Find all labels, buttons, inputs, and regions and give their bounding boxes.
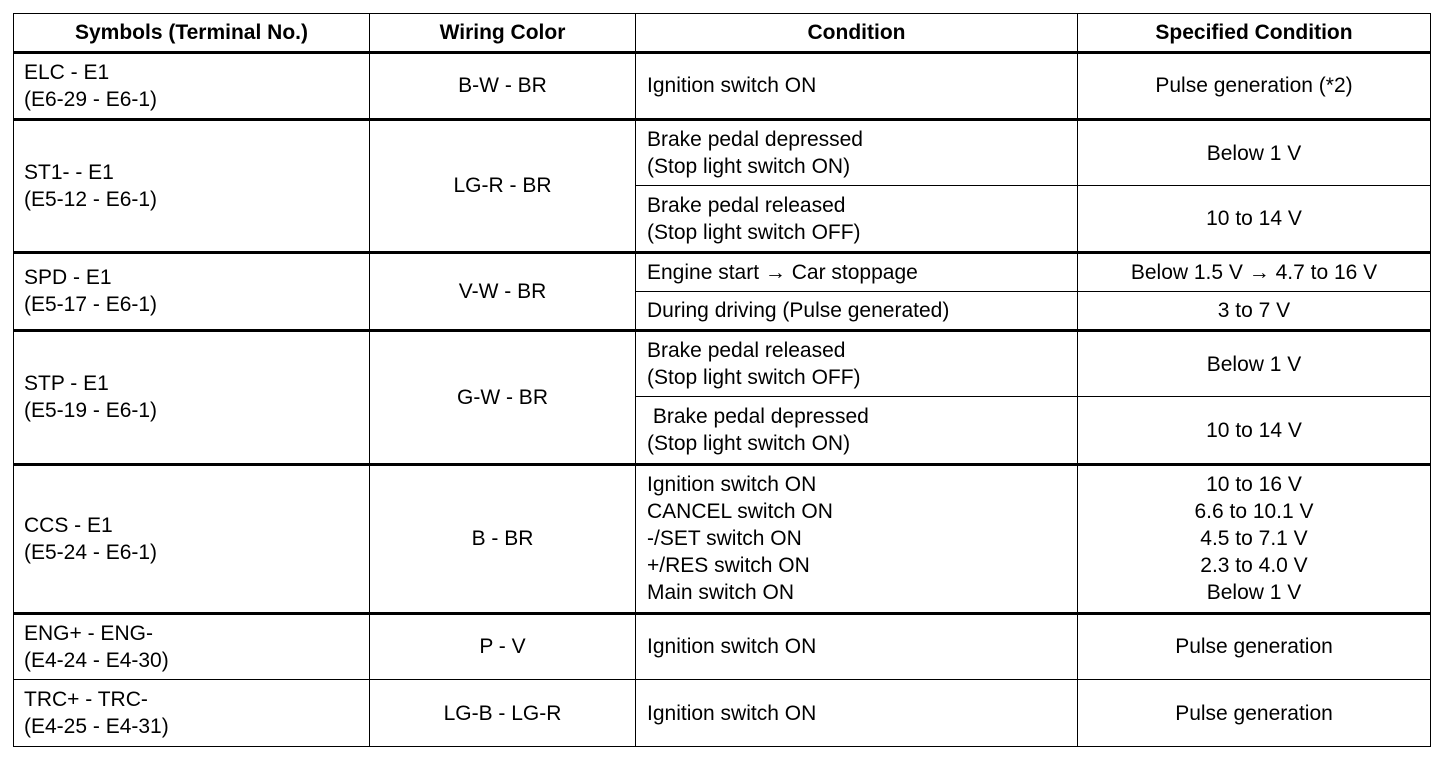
specified-condition-cell: Below 1.5 V → 4.7 to 16 V bbox=[1078, 253, 1431, 292]
symbol-cell: ST1- - E1 (E5-12 - E6-1) bbox=[14, 119, 370, 252]
condition-cell: Brake pedal depressed (Stop light switch ON) bbox=[636, 119, 1078, 186]
specified-condition-cell: 10 to 14 V bbox=[1078, 186, 1431, 253]
specified-condition-cell: Pulse generation (*2) bbox=[1078, 53, 1431, 120]
wiring-color-cell: LG-R - BR bbox=[370, 119, 636, 252]
wiring-color-cell: LG-B - LG-R bbox=[370, 680, 636, 747]
condition-cell: Ignition switch ON bbox=[636, 613, 1078, 680]
symbol-cell: CCS - E1 (E5-24 - E6-1) bbox=[14, 465, 370, 613]
table-row bbox=[14, 330, 1431, 397]
symbol-cell: TRC+ - TRC- (E4-25 - E4-31) bbox=[14, 680, 370, 747]
specified-condition-cell: Below 1 V bbox=[1078, 330, 1431, 397]
wiring-color-cell: B-W - BR bbox=[370, 53, 636, 120]
condition-cell: Brake pedal depressed (Stop light switch ON) bbox=[636, 397, 1078, 465]
symbol-cell: STP - E1 (E5-19 - E6-1) bbox=[14, 330, 370, 464]
specified-condition-cell: Pulse generation bbox=[1078, 613, 1431, 680]
specified-condition-cell: 3 to 7 V bbox=[1078, 292, 1431, 330]
header-wiring-color: Wiring Color bbox=[370, 14, 636, 53]
specified-condition-cell: 10 to 16 V 6.6 to 10.1 V 4.5 to 7.1 V 2.3 to 4.0 V Below 1 V bbox=[1078, 465, 1431, 613]
condition-cell: During driving (Pulse generated) bbox=[636, 292, 1078, 330]
table-row bbox=[14, 680, 1431, 747]
table-row bbox=[14, 253, 1431, 292]
condition-cell: Brake pedal released (Stop light switch OFF) bbox=[636, 186, 1078, 253]
header-row bbox=[14, 14, 1431, 53]
condition-cell: Ignition switch ON bbox=[636, 680, 1078, 747]
condition-cell: Ignition switch ON bbox=[636, 53, 1078, 120]
wiring-color-cell: V-W - BR bbox=[370, 253, 636, 331]
terminal-spec-table bbox=[13, 13, 1431, 747]
table-row bbox=[14, 53, 1431, 120]
header-condition: Condition bbox=[636, 14, 1078, 53]
header-symbols: Symbols (Terminal No.) bbox=[14, 14, 370, 53]
symbol-cell: ELC - E1 (E6-29 - E6-1) bbox=[14, 53, 370, 120]
table-row bbox=[14, 465, 1431, 613]
condition-cell: Ignition switch ON CANCEL switch ON -/SET switch ON +/RES switch ON Main switch ON bbox=[636, 465, 1078, 613]
condition-cell: Brake pedal released (Stop light switch OFF) bbox=[636, 330, 1078, 397]
wiring-color-cell: P - V bbox=[370, 613, 636, 680]
specified-condition-cell: Pulse generation bbox=[1078, 680, 1431, 747]
specified-condition-cell: Below 1 V bbox=[1078, 119, 1431, 186]
specified-condition-cell: 10 to 14 V bbox=[1078, 397, 1431, 465]
symbol-cell: SPD - E1 (E5-17 - E6-1) bbox=[14, 253, 370, 331]
table-row bbox=[14, 613, 1431, 680]
condition-cell: Engine start → Car stoppage bbox=[636, 253, 1078, 292]
wiring-color-cell: G-W - BR bbox=[370, 330, 636, 464]
table-row bbox=[14, 119, 1431, 186]
symbol-cell: ENG+ - ENG- (E4-24 - E4-30) bbox=[14, 613, 370, 680]
wiring-color-cell: B - BR bbox=[370, 465, 636, 613]
header-specified-condition: Specified Condition bbox=[1078, 14, 1431, 53]
